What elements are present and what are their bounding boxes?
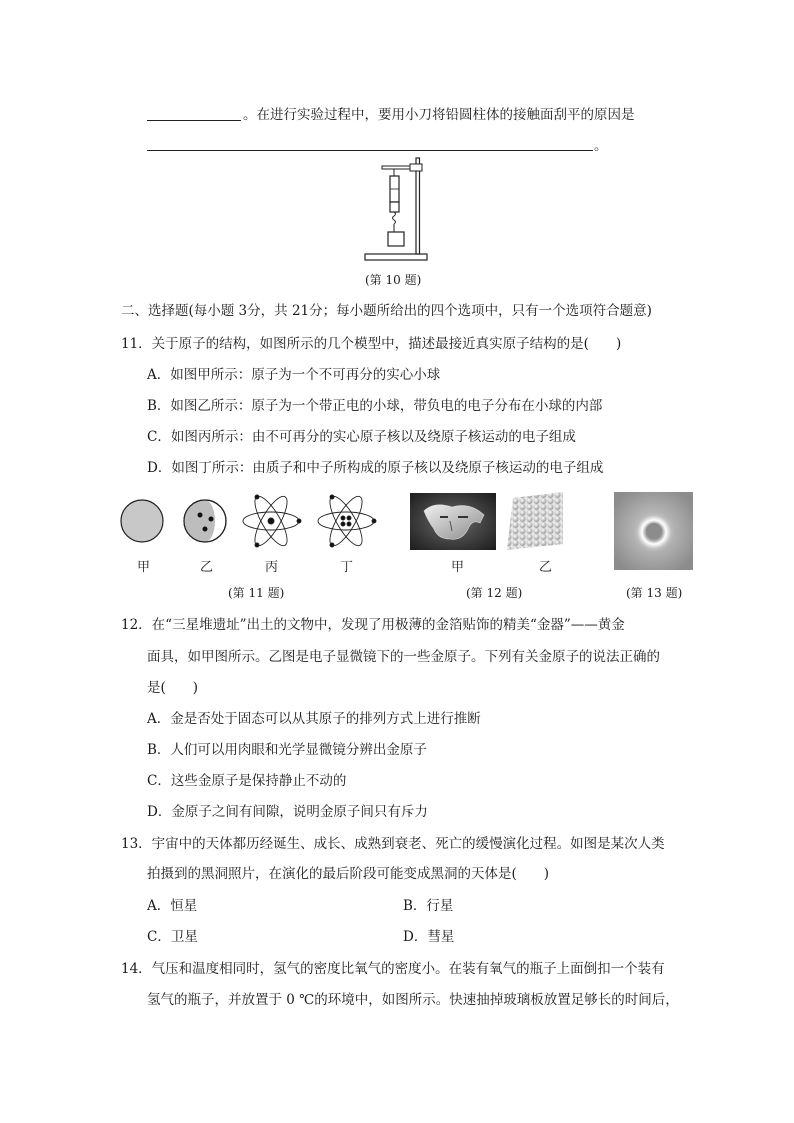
figure-12-mask-photo [410,493,496,550]
figure-12-caption: (第 12 题) [466,586,523,600]
stand-base [365,254,427,260]
fig12-label-jia: 甲 [451,560,465,575]
figure-10-apparatus [360,156,440,264]
section-2-heading: 二、选择题(每小题 3分，共 21分；每小题所给出的四个选项中，只有一个选项符合题意) [121,303,652,319]
answer-blank-2 [147,150,593,151]
figure-11-atom-models [115,486,395,556]
model-solid-sphere [121,500,163,542]
q11-option-a[interactable]: A．如图甲所示：原子为一个不可再分的实心小球 [147,367,441,383]
figure-12-gold-atoms [505,492,565,550]
q11-option-c[interactable]: C．如图丙所示：由不可再分的实心原子核以及绕原子核运动的电子组成 [147,429,576,445]
q12-option-b[interactable]: B．人们可以用肉眼和光学显微镜分辨出金原子 [147,742,427,758]
clamp [410,164,422,171]
q10-line2-end: 。 [594,138,608,154]
q13-stem-line1: 13．宇宙中的天体都历经诞生、成长、成熟到衰老、死亡的缓慢演化过程。如图是某次人类 [121,836,665,852]
figure-10-caption: (第 10 题) [365,273,422,287]
fig11-label-ding: 丁 [340,560,354,575]
q13-option-d[interactable]: D．彗星 [403,929,455,945]
q13-option-c[interactable]: C．卫星 [147,929,198,945]
model-proton-neutron [318,492,376,549]
q12-option-c[interactable]: C．这些金原子是保持静止不动的 [147,773,347,789]
lower-block [390,202,399,212]
q13-stem-line2: 拍摄到的黑洞照片，在演化的最后阶段可能变成黑洞的天体是( ) [147,866,550,882]
fig11-label-bing: 丙 [265,560,279,575]
q13-option-a[interactable]: A．恒星 [147,898,198,914]
q12-stem-line2: 面具，如甲图所示。乙图是电子显微镜下的一些金原子。下列有关金原子的说法正确的 [147,649,660,665]
answer-blank-1 [147,120,241,121]
figure-13-black-hole [614,492,693,570]
q12-option-d[interactable]: D．金原子之间有间隙，说明金原子间只有斥力 [147,804,428,820]
figure-11-caption: (第 11 题) [228,586,285,600]
q12-option-a[interactable]: A．金是否处于固态可以从其原子的排列方式上进行推断 [147,711,481,727]
stand-pole [416,158,420,254]
q12-stem-line3: 是( ) [147,680,199,696]
q14-stem-line1: 14．气压和温度相同时，氢气的密度比氧气的密度小。在装有氧气的瓶子上面倒扣一个装有 [121,961,665,977]
q11-option-b[interactable]: B．如图乙所示：原子为一个带正电的小球，带负电的电子分布在小球的内部 [147,398,603,414]
q10-line1-text: 。在进行实验过程中，要用小刀将铅圆柱体的接触面刮平的原因是 [243,107,635,123]
fig12-label-yi: 乙 [539,560,553,575]
q11-option-d[interactable]: D．如图丁所示：由质子和中子所构成的原子核以及绕原子核运动的电子组成 [147,460,604,476]
fig11-label-jia: 甲 [137,560,151,575]
q11-stem: 11．关于原子的结构，如图所示的几个模型中，描述最接近真实原子结构的是( ) [121,336,622,352]
q14-stem-line2: 氢气的瓶子，并放置于 0 ℃的环境中，如图所示。快速抽掉玻璃板放置足够长的时间后， [147,992,679,1008]
fig11-label-yi: 乙 [200,560,214,575]
model-nuclear [243,492,301,549]
q13-option-b[interactable]: B．行星 [403,898,454,914]
weight-block [388,232,404,246]
figure-13-caption: (第 13 题) [626,586,683,600]
q12-stem-line1: 12．在“三星堆遗址”出土的文物中，发现了用极薄的金箔贴饰的精美“金器”——黄金 [121,617,625,633]
model-plum-pudding [184,500,226,542]
